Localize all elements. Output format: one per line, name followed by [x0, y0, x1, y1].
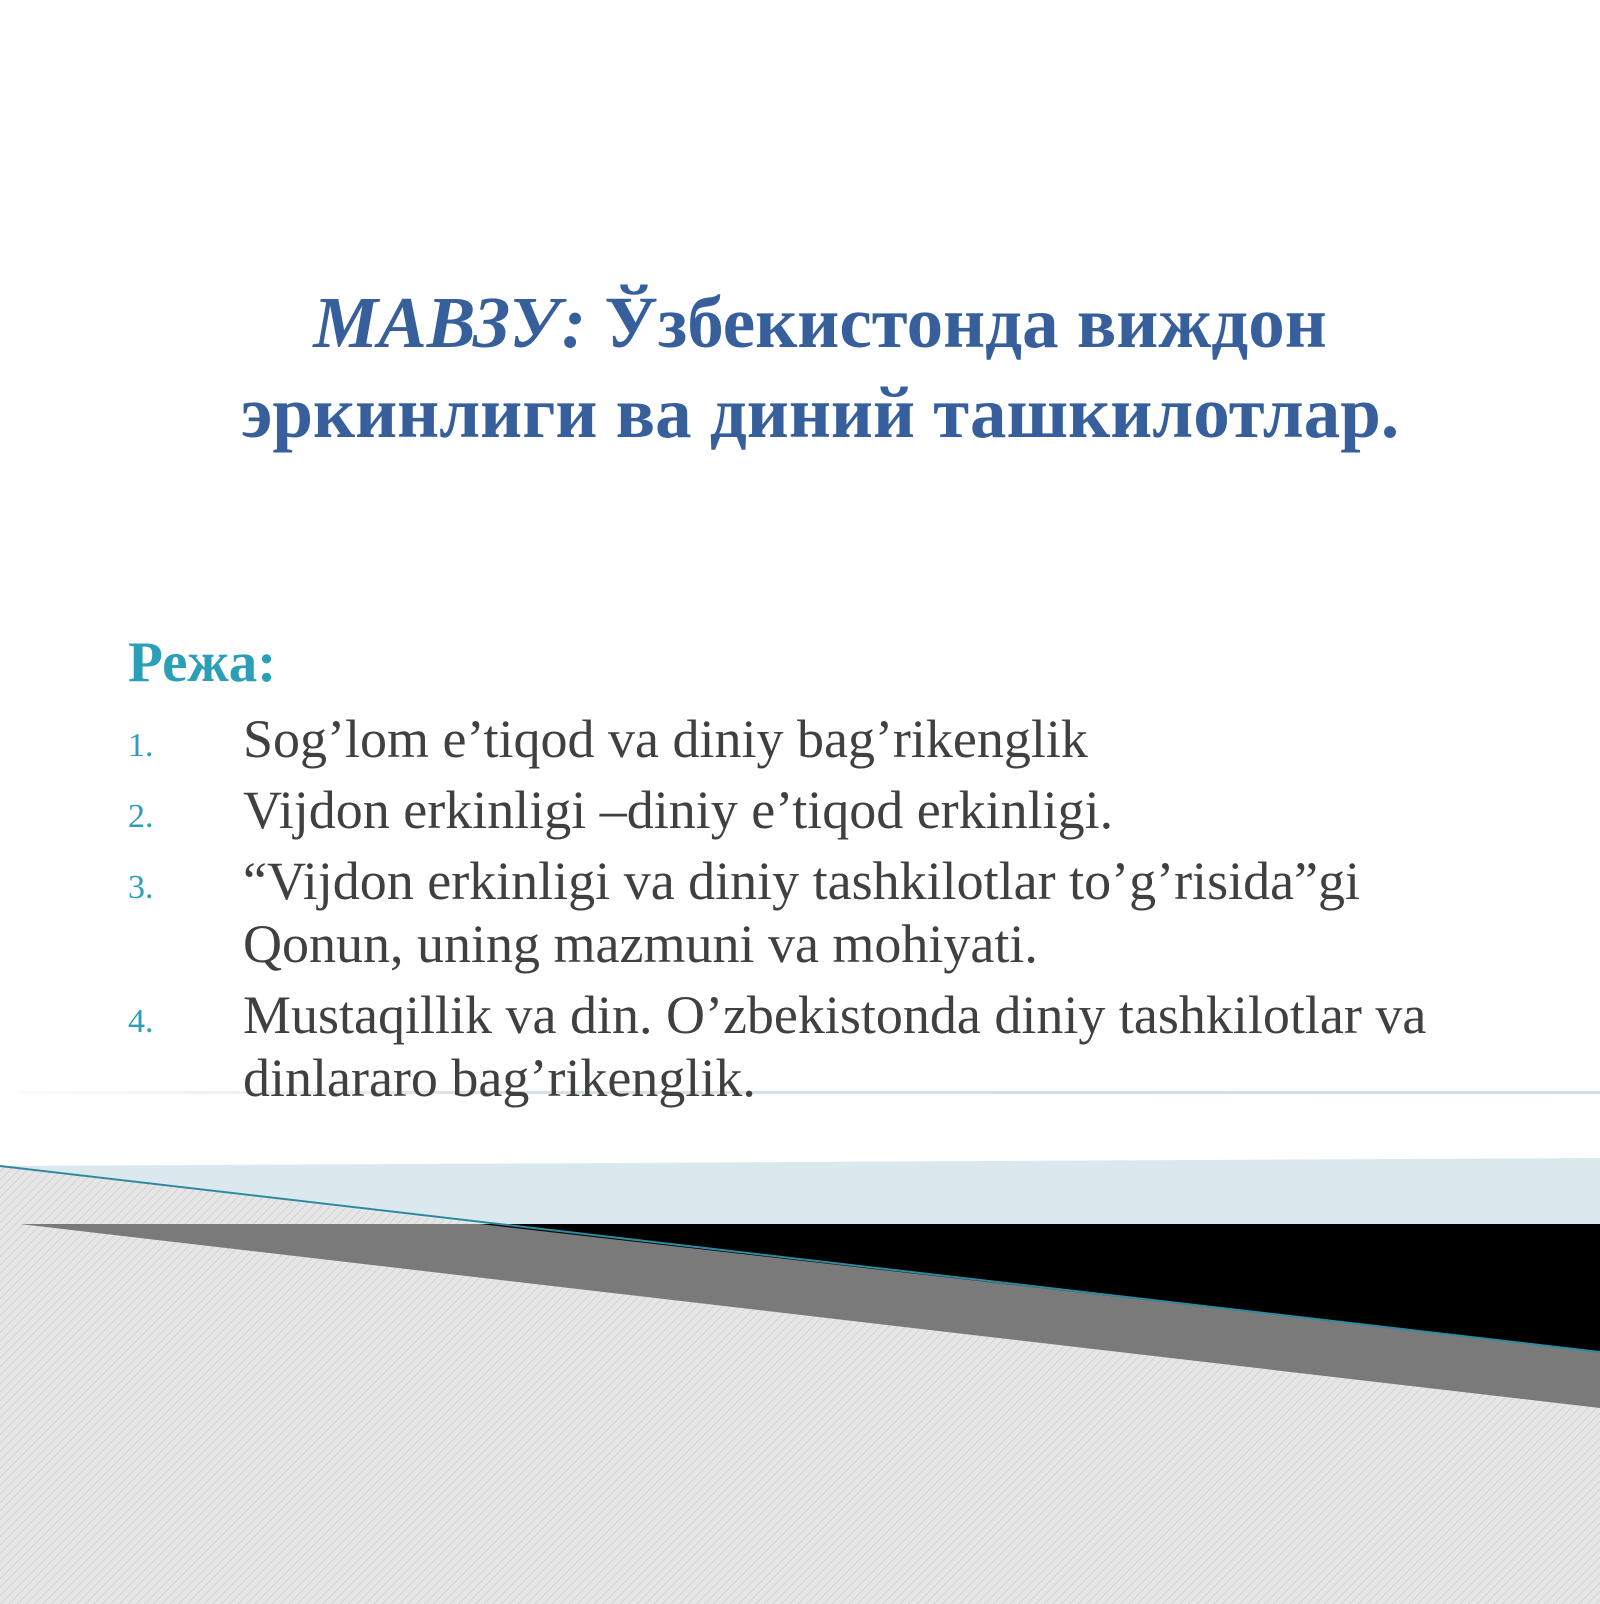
plan-heading: Режа:	[128, 631, 277, 694]
list-item-number: 4.	[128, 1003, 154, 1040]
list-item	[128, 779, 1468, 842]
list-item	[128, 850, 1468, 976]
list-item-text: Vijdon erkinligi –diniy e’tiqod erkinligi.	[243, 780, 1114, 840]
list-item-text: “Vijdon erkinligi va diniy tashkilotlar to’g’risida”gi Qonun, uning mazmuni va mohiyati.	[243, 851, 1361, 974]
list-item	[128, 708, 1468, 771]
list-item-number: 1.	[128, 727, 154, 764]
list-item-text: Mustaqillik va din. O’zbekistonda diniy tashkilotlar va dinlararo bag’rikenglik.	[243, 985, 1427, 1108]
slide-title	[150, 278, 1490, 458]
list-item-text: Sog’lom e’tiqod va diniy bag’rikenglik	[243, 709, 1088, 769]
list-item	[128, 984, 1468, 1110]
list-item-number: 2.	[128, 798, 154, 835]
plan-list	[128, 708, 1468, 1118]
list-item-number: 3.	[128, 869, 154, 906]
title-rest: Ўзбекистонда виждон эркинлиги ва диний ташкилотлар.	[240, 282, 1400, 453]
title-lead: МАВЗУ:	[313, 282, 587, 363]
